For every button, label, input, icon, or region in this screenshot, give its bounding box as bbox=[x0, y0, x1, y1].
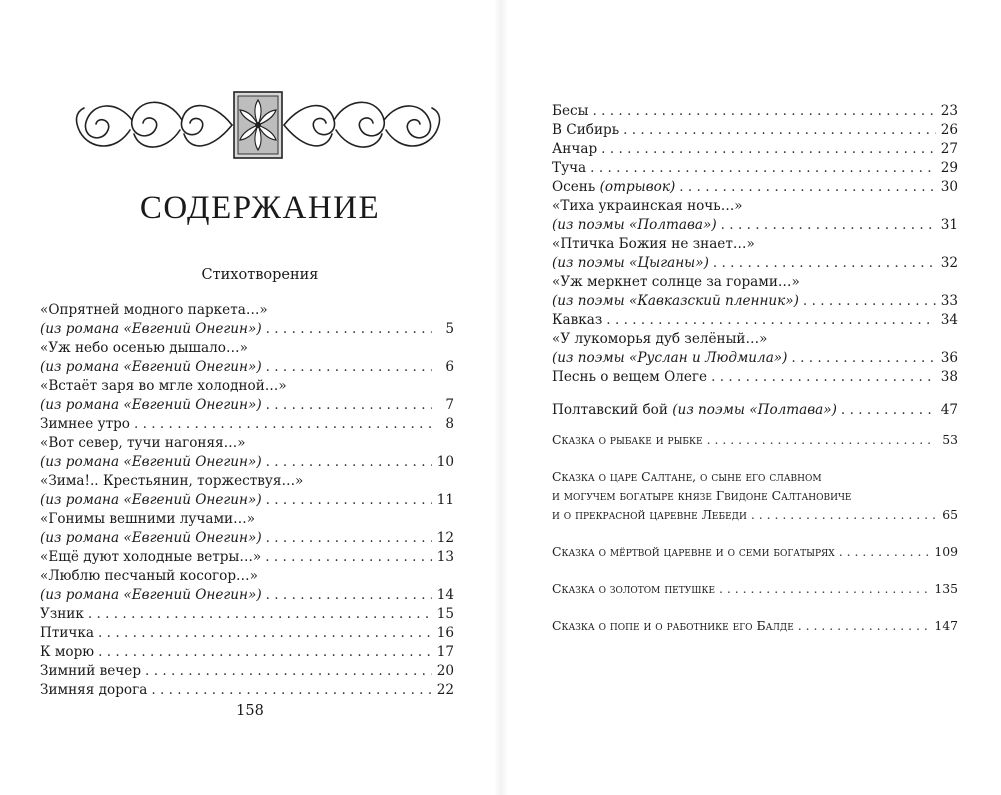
toc-entry-title: Бесы bbox=[552, 103, 589, 119]
toc-entry-title: (из поэмы «Руслан и Людмила») bbox=[552, 350, 788, 366]
toc-line bbox=[552, 486, 958, 505]
right-page bbox=[500, 0, 1001, 795]
toc-leader-dots bbox=[151, 681, 432, 700]
toc-page-number: 32 bbox=[940, 255, 958, 271]
page-number: 158 bbox=[236, 703, 264, 719]
toc-line bbox=[40, 301, 454, 320]
toc-entry bbox=[40, 643, 454, 662]
toc-page-number: 23 bbox=[940, 103, 958, 119]
toc-tale-entry bbox=[552, 467, 958, 524]
toc-tale-entry bbox=[552, 616, 958, 635]
toc-line bbox=[552, 140, 958, 159]
toc-entry-title: Осень bbox=[552, 179, 596, 195]
toc-page-number: 11 bbox=[436, 492, 454, 508]
toc-line bbox=[552, 349, 958, 368]
toc-entry-title: В Сибирь bbox=[552, 122, 620, 138]
toc-line bbox=[552, 579, 958, 598]
toc-line bbox=[552, 216, 958, 235]
toc-title: СОДЕРЖАНИЕ bbox=[139, 190, 381, 226]
toc-page-number: 6 bbox=[445, 359, 454, 375]
toc-spacer bbox=[552, 561, 958, 579]
toc-entry bbox=[552, 197, 958, 235]
toc-line bbox=[40, 415, 454, 434]
toc-page-number: 47 bbox=[940, 402, 958, 418]
toc-page-number: 33 bbox=[940, 293, 958, 309]
toc-list-tales bbox=[552, 430, 958, 635]
toc-entry-title: (из романа «Евгений Онегин») bbox=[40, 359, 262, 375]
toc-line bbox=[552, 178, 958, 197]
toc-line bbox=[40, 586, 454, 605]
toc-entry bbox=[552, 401, 958, 420]
toc-entry-title: «Ещё дуют холодные ветры…» bbox=[40, 549, 262, 565]
toc-page-number: 36 bbox=[940, 350, 958, 366]
toc-entry bbox=[552, 368, 958, 387]
toc-tale-entry bbox=[552, 579, 958, 598]
toc-entry-title: «Встаёт заря во мгле холодной…» bbox=[40, 378, 287, 394]
toc-spacer bbox=[552, 449, 958, 467]
toc-leader-dots bbox=[751, 505, 936, 524]
toc-entry-title: (из романа «Евгений Онегин») bbox=[40, 321, 262, 337]
ornament-header-icon bbox=[72, 90, 444, 160]
toc-line bbox=[552, 235, 958, 254]
left-page bbox=[0, 0, 500, 795]
toc-line bbox=[552, 542, 958, 561]
toc-entry bbox=[552, 140, 958, 159]
toc-line bbox=[40, 339, 454, 358]
toc-line bbox=[552, 467, 958, 486]
toc-leader-dots bbox=[266, 586, 432, 605]
toc-line bbox=[40, 320, 454, 339]
toc-entry-title: Сказка о мёртвой царевне и о семи богатырях bbox=[552, 544, 835, 559]
toc-leader-dots bbox=[592, 102, 936, 121]
toc-leader-dots bbox=[803, 292, 936, 311]
toc-line bbox=[552, 616, 958, 635]
toc-page-number: 15 bbox=[436, 606, 454, 622]
toc-page-number: 29 bbox=[940, 160, 958, 176]
toc-line bbox=[40, 377, 454, 396]
toc-leader-dots bbox=[590, 159, 936, 178]
toc-tale-entry bbox=[552, 430, 958, 449]
toc-page-number: 31 bbox=[940, 217, 958, 233]
toc-entry bbox=[552, 178, 958, 197]
toc-entry bbox=[40, 624, 454, 643]
toc-page-number: 27 bbox=[940, 141, 958, 157]
toc-page-number: 65 bbox=[942, 507, 958, 522]
toc-entry-title: Сказка о попе и о работнике его Балде bbox=[552, 618, 794, 633]
toc-tale-entry bbox=[552, 542, 958, 561]
toc-entry-title: и о прекрасной царевне Лебеди bbox=[552, 507, 747, 522]
toc-leader-dots bbox=[839, 542, 931, 561]
toc-line bbox=[552, 254, 958, 273]
toc-leader-dots bbox=[721, 216, 936, 235]
toc-entry-title: Сказка о золотом петушке bbox=[552, 581, 716, 596]
toc-line bbox=[552, 401, 958, 420]
toc-entry-title: (из романа «Евгений Онегин») bbox=[40, 454, 262, 470]
toc-leader-dots bbox=[266, 396, 432, 415]
toc-entry-title: и могучем богатыре князе Гвидоне Салтановиче bbox=[552, 488, 852, 503]
toc-page-number: 16 bbox=[436, 625, 454, 641]
toc-leader-dots bbox=[711, 368, 936, 387]
toc-page-number: 14 bbox=[436, 587, 454, 603]
toc-entry bbox=[552, 121, 958, 140]
toc-entry bbox=[552, 330, 958, 368]
toc-line bbox=[552, 197, 958, 216]
toc-leader-dots bbox=[798, 616, 931, 635]
toc-page-number: 38 bbox=[940, 369, 958, 385]
toc-entry bbox=[552, 311, 958, 330]
toc-leader-dots bbox=[623, 121, 936, 140]
toc-entry bbox=[40, 434, 454, 472]
toc-entry-title: Туча bbox=[552, 160, 587, 176]
toc-line bbox=[40, 434, 454, 453]
toc-entry bbox=[40, 662, 454, 681]
toc-entry-title: (из романа «Евгений Онегин») bbox=[40, 397, 262, 413]
toc-entry bbox=[40, 567, 454, 605]
toc-entry bbox=[40, 548, 454, 567]
toc-line bbox=[552, 102, 958, 121]
toc-line bbox=[40, 491, 454, 510]
toc-entry bbox=[40, 510, 454, 548]
toc-line bbox=[40, 396, 454, 415]
toc-line bbox=[40, 529, 454, 548]
toc-leader-dots bbox=[88, 605, 432, 624]
toc-leader-dots bbox=[601, 140, 936, 159]
toc-spacer bbox=[552, 598, 958, 616]
toc-entry-title: Узник bbox=[40, 606, 84, 622]
toc-page-number: 30 bbox=[940, 179, 958, 195]
toc-line bbox=[40, 605, 454, 624]
toc-entry-title: Сказка о царе Салтане, о сыне его славном bbox=[552, 469, 822, 484]
toc-entry bbox=[40, 301, 454, 339]
toc-entry-title: (из поэмы «Цыганы») bbox=[552, 255, 709, 271]
toc-entry-title: «Гонимы вешними лучами…» bbox=[40, 511, 256, 527]
toc-line bbox=[40, 567, 454, 586]
toc-page-number: 5 bbox=[445, 321, 454, 337]
toc-entry-title: «Вот север, тучи нагоняя…» bbox=[40, 435, 246, 451]
toc-leader-dots bbox=[266, 453, 432, 472]
toc-page-number: 34 bbox=[940, 312, 958, 328]
toc-page-number: 17 bbox=[436, 644, 454, 660]
toc-entry-title: Анчар bbox=[552, 141, 598, 157]
toc-entry-title: «Люблю песчаный косогор…» bbox=[40, 568, 258, 584]
toc-entry-title: (из романа «Евгений Онегин») bbox=[40, 492, 262, 508]
toc-leader-dots bbox=[266, 320, 432, 339]
toc-entry-title: К морю bbox=[40, 644, 95, 660]
toc-page-number: 22 bbox=[436, 682, 454, 698]
toc-entry bbox=[40, 377, 454, 415]
toc-entry-subtitle: (отрывок) bbox=[595, 179, 676, 195]
toc-line bbox=[40, 453, 454, 472]
toc-leader-dots bbox=[707, 430, 936, 449]
toc-line bbox=[40, 662, 454, 681]
toc-leader-dots bbox=[265, 548, 432, 567]
toc-line bbox=[40, 624, 454, 643]
toc-line bbox=[40, 358, 454, 377]
toc-page-number: 20 bbox=[436, 663, 454, 679]
toc-entry-title: (из романа «Евгений Онегин») bbox=[40, 587, 262, 603]
toc-entry-title: «Уж меркнет солнце за горами…» bbox=[552, 274, 800, 290]
toc-entry-title: «Зима!.. Крестьянин, торжествуя…» bbox=[40, 473, 304, 489]
toc-entry bbox=[552, 235, 958, 273]
toc-page-number: 135 bbox=[934, 581, 958, 596]
toc-page-number: 26 bbox=[940, 122, 958, 138]
toc-leader-dots bbox=[841, 401, 936, 420]
toc-entry-title: Зимнее утро bbox=[40, 416, 130, 432]
toc-page-number: 147 bbox=[934, 618, 958, 633]
section-title-poems: Стихотворения bbox=[201, 267, 319, 283]
toc-entry bbox=[40, 472, 454, 510]
toc-line bbox=[40, 472, 454, 491]
toc-page-number: 53 bbox=[942, 432, 958, 447]
toc-page-number: 7 bbox=[445, 397, 454, 413]
toc-entry-title: (из романа «Евгений Онегин») bbox=[40, 530, 262, 546]
toc-page-number: 10 bbox=[436, 454, 454, 470]
toc-line bbox=[552, 311, 958, 330]
toc-leader-dots bbox=[606, 311, 936, 330]
toc-entry-title: (из поэмы «Полтава») bbox=[552, 217, 717, 233]
toc-entry bbox=[40, 415, 454, 434]
toc-line bbox=[552, 273, 958, 292]
toc-leader-dots bbox=[266, 491, 432, 510]
toc-leader-dots bbox=[719, 579, 930, 598]
toc-leader-dots bbox=[713, 254, 936, 273]
toc-leader-dots bbox=[134, 415, 432, 434]
toc-entry-title: Зимний вечер bbox=[40, 663, 142, 679]
toc-entry-title: «Тиха украинская ночь…» bbox=[552, 198, 743, 214]
toc-entry bbox=[552, 273, 958, 311]
toc-entry bbox=[40, 605, 454, 624]
toc-leader-dots bbox=[679, 178, 936, 197]
toc-entry-title: «Опрятней модного паркета…» bbox=[40, 302, 268, 318]
toc-spacer bbox=[552, 387, 958, 401]
toc-entry-title: «Птичка Божия не знает…» bbox=[552, 236, 755, 252]
toc-entry-subtitle: (из поэмы «Полтава») bbox=[667, 402, 837, 418]
toc-leader-dots bbox=[266, 529, 432, 548]
toc-line bbox=[40, 548, 454, 567]
toc-entry-title: Полтавский бой bbox=[552, 402, 668, 418]
toc-entry-title: Кавказ bbox=[552, 312, 603, 328]
toc-line bbox=[552, 159, 958, 178]
toc-leader-dots bbox=[98, 624, 432, 643]
toc-entry bbox=[40, 681, 454, 700]
toc-entry-title: Сказка о рыбаке и рыбке bbox=[552, 432, 703, 447]
toc-entry-title: Зимняя дорога bbox=[40, 682, 148, 698]
toc-leader-dots bbox=[98, 643, 432, 662]
toc-line bbox=[552, 505, 958, 524]
toc-line bbox=[552, 368, 958, 387]
toc-leader-dots bbox=[266, 358, 432, 377]
toc-page-number: 13 bbox=[436, 549, 454, 565]
toc-entry-title: Птичка bbox=[40, 625, 95, 641]
toc-line bbox=[552, 292, 958, 311]
toc-line bbox=[552, 121, 958, 140]
toc-entry-title: «У лукоморья дуб зелёный…» bbox=[552, 331, 768, 347]
toc-line bbox=[552, 330, 958, 349]
toc-entry-title: (из поэмы «Кавказский пленник») bbox=[552, 293, 799, 309]
toc-line bbox=[40, 643, 454, 662]
toc-line bbox=[552, 430, 958, 449]
toc-entry-title: Песнь о вещем Олеге bbox=[552, 369, 708, 385]
toc-entry bbox=[552, 102, 958, 121]
toc-line bbox=[40, 681, 454, 700]
toc-list-right bbox=[552, 102, 958, 420]
toc-leader-dots bbox=[145, 662, 432, 681]
toc-page-number: 8 bbox=[445, 416, 454, 432]
toc-list-left bbox=[40, 301, 454, 700]
toc-leader-dots bbox=[791, 349, 936, 368]
toc-spacer bbox=[552, 524, 958, 542]
toc-line bbox=[40, 510, 454, 529]
toc-page-number: 109 bbox=[934, 544, 958, 559]
toc-entry bbox=[552, 159, 958, 178]
toc-entry bbox=[40, 339, 454, 377]
toc-page-number: 12 bbox=[436, 530, 454, 546]
toc-entry-title: «Уж небо осенью дышало…» bbox=[40, 340, 248, 356]
